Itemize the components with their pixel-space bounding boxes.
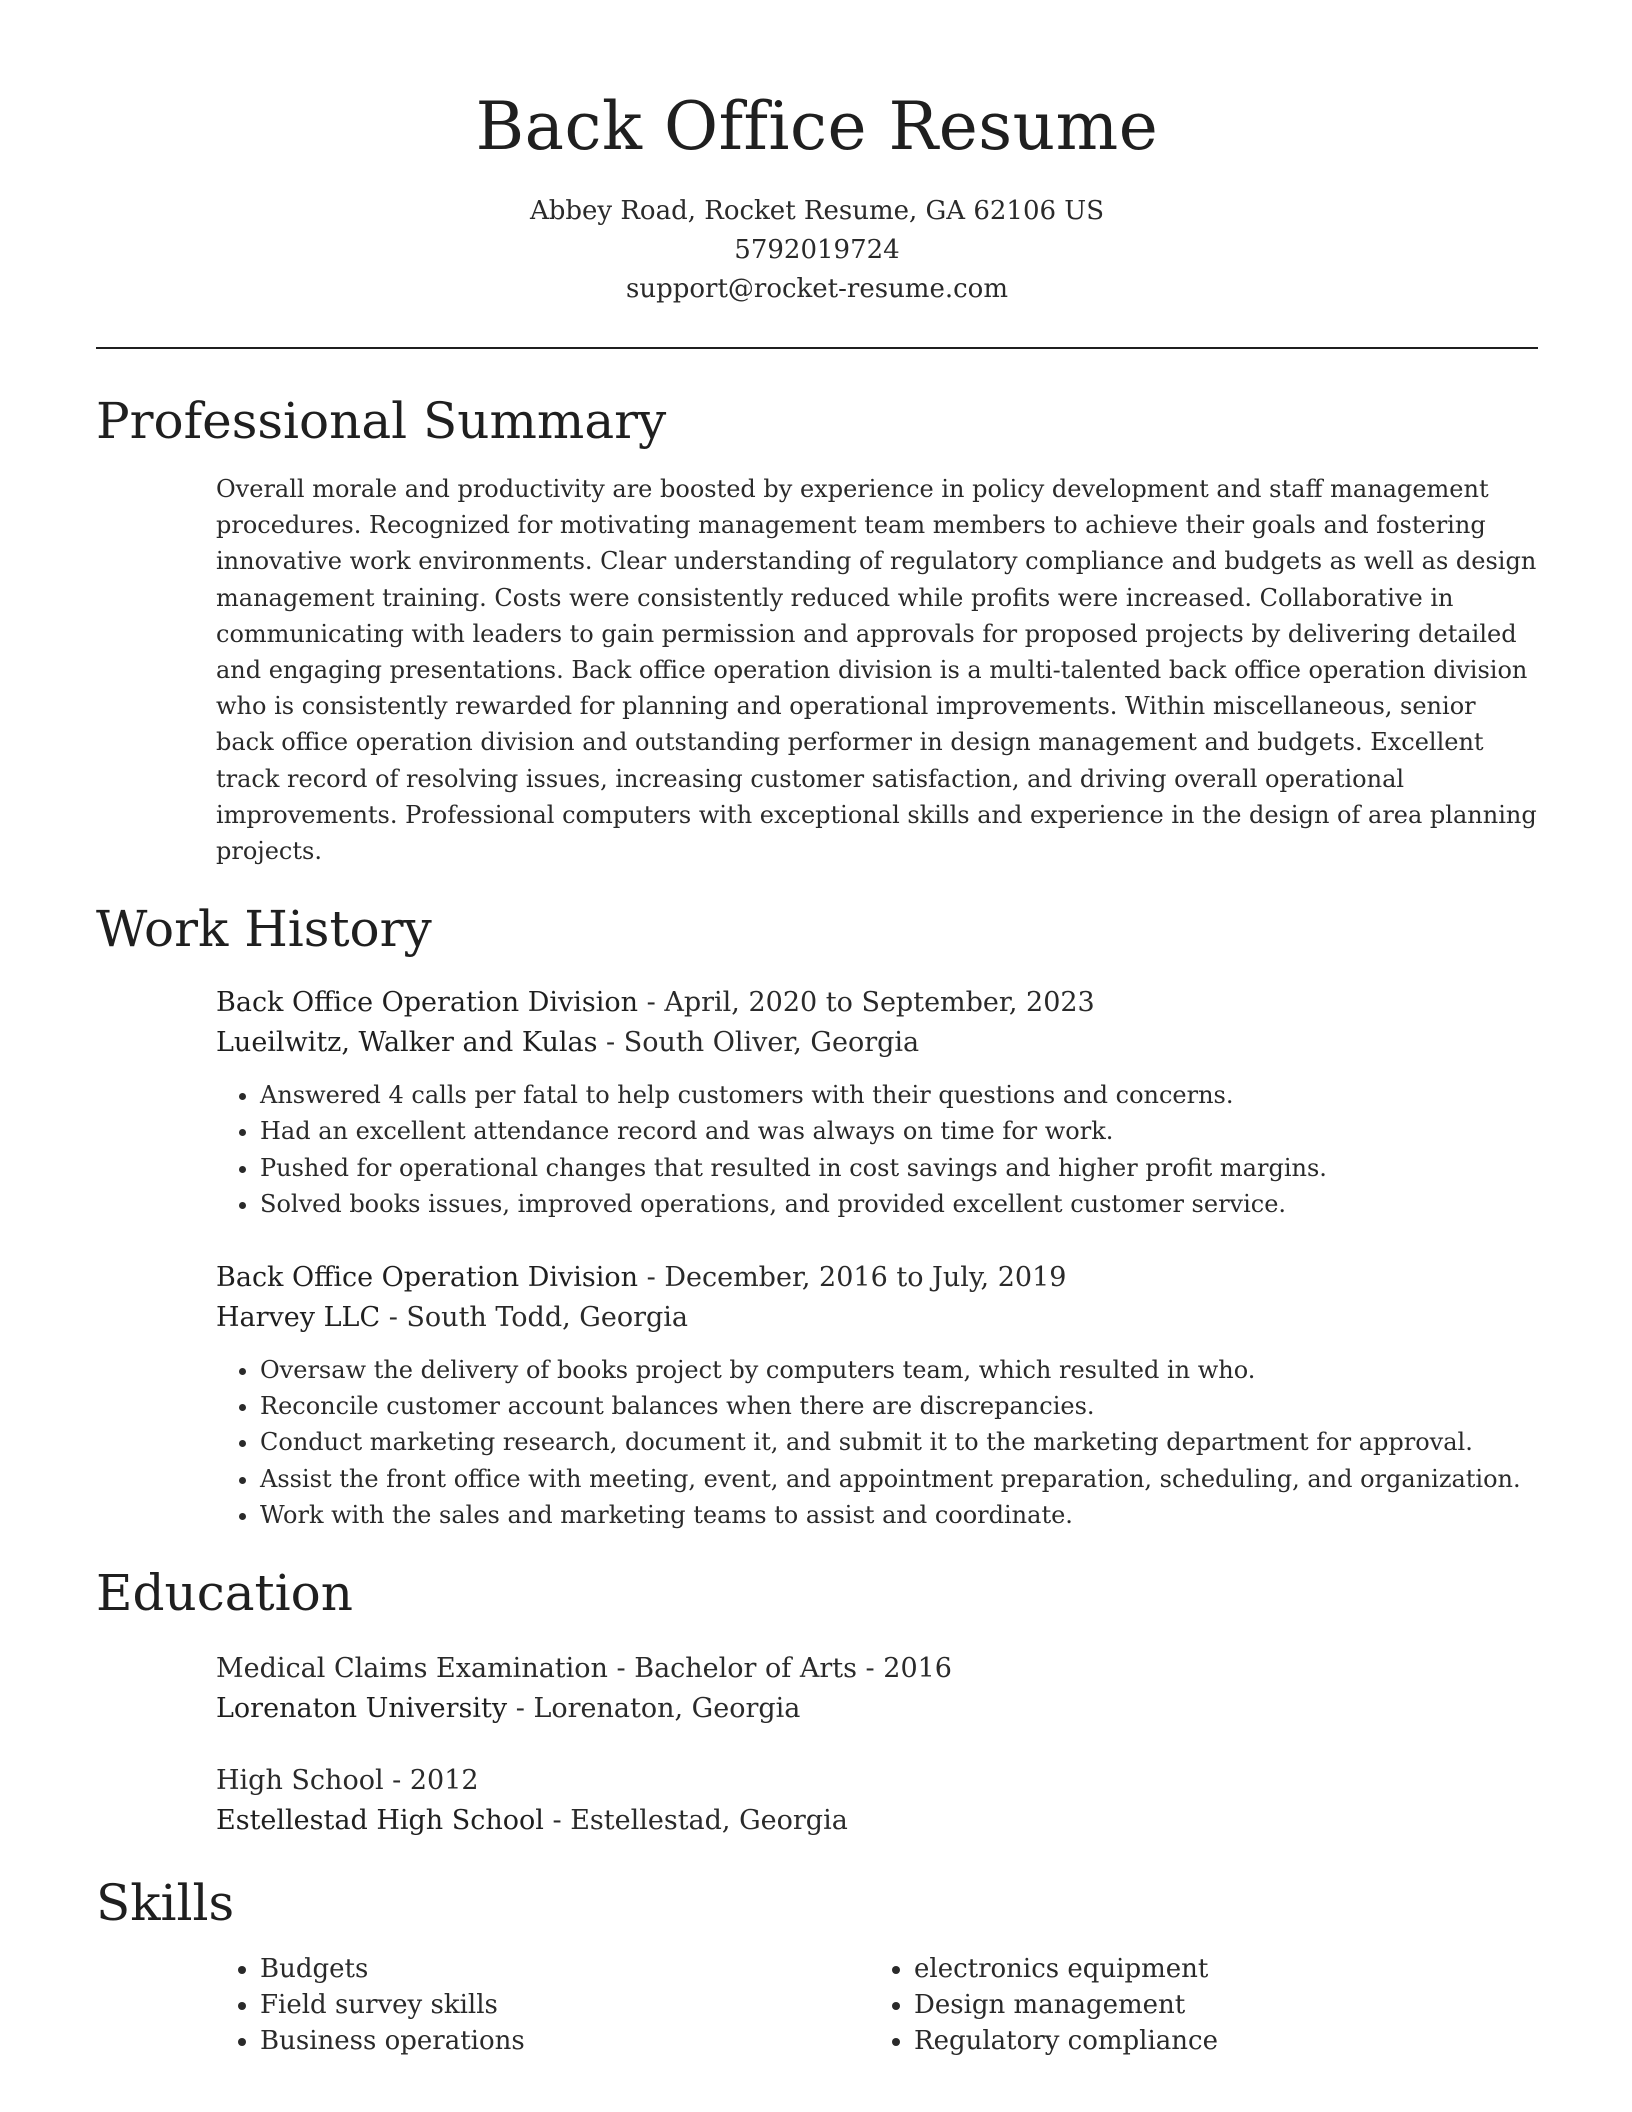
job-dates: - December, 2016 to July, 2019 xyxy=(638,1262,1067,1294)
job-bullet: • Oversaw the delivery of books project by computers team, which resulted in who. xyxy=(260,1352,1538,1388)
skill-item: • Business operations xyxy=(260,2023,866,2059)
education-entry xyxy=(216,1649,1538,1729)
job-bullet: • Conduct marketing research, document it, and submit it to the marketing department for approval. xyxy=(260,1424,1538,1460)
education-school: Estellestad High School xyxy=(216,1805,544,1837)
job-bullet: • Had an excellent attendance record and was always on time for work. xyxy=(260,1113,1538,1149)
skill-item: • Regulatory compliance xyxy=(914,2023,1514,2059)
section-title-summary: Professional Summary xyxy=(96,392,667,450)
section-title-education: Education xyxy=(96,1564,353,1623)
job-bullet: • Work with the sales and marketing teams to assist and coordinate. xyxy=(260,1497,1538,1533)
job-company: Lueilwitz, Walker and Kulas xyxy=(216,1027,598,1059)
job-entry xyxy=(216,983,1538,1222)
contact-email: support@rocket-resume.com xyxy=(625,274,1008,304)
job-company: Harvey LLC xyxy=(216,1302,381,1334)
job-bullet: • Assist the front office with meeting, event, and appointment preparation, scheduling, and organization. xyxy=(260,1461,1538,1497)
education-degree-line: High School - 2012 xyxy=(216,1765,479,1797)
education-entry xyxy=(216,1761,1538,1841)
job-location: - South Oliver, Georgia xyxy=(597,1027,920,1059)
job-company-line xyxy=(216,1298,1538,1338)
job-dates: - April, 2020 to September, 2023 xyxy=(638,987,1095,1019)
skill-item: • Field survey skills xyxy=(260,1987,866,2023)
job-position: Back Office Operation Division xyxy=(216,987,639,1019)
resume-page xyxy=(96,0,1538,2060)
education-school-line xyxy=(216,1689,1538,1729)
contact-phone: 5792019724 xyxy=(734,235,900,265)
education-location: - Lorenaton, Georgia xyxy=(507,1693,801,1725)
job-bullets xyxy=(216,1352,1538,1533)
skill-item: • Budgets xyxy=(260,1951,866,1987)
job-company-line xyxy=(216,1023,1538,1063)
job-position: Back Office Operation Division xyxy=(216,1262,639,1294)
education-location: - Estellestad, Georgia xyxy=(543,1805,848,1837)
education-degree-line: Medical Claims Examination - Bachelor of Arts - 2016 xyxy=(216,1653,952,1685)
job-title-line xyxy=(216,983,1538,1023)
skill-item: • Design management xyxy=(914,1987,1514,2023)
job-bullet: • Pushed for operational changes that resulted in cost savings and higher profit margins. xyxy=(260,1150,1538,1186)
education-school-line xyxy=(216,1801,1538,1841)
job-entry xyxy=(216,1258,1538,1533)
job-bullet: • Reconcile customer account balances when there are discrepancies. xyxy=(260,1388,1538,1424)
section-title-skills: Skills xyxy=(96,1874,235,1933)
job-location: - South Todd, Georgia xyxy=(380,1302,689,1334)
contact-address: Abbey Road, Rocket Resume, GA 62106 US xyxy=(529,196,1105,226)
contact-block xyxy=(96,192,1538,309)
job-title-line xyxy=(216,1258,1538,1298)
job-bullet: • Solved books issues, improved operations, and provided excellent customer service. xyxy=(260,1186,1538,1222)
skills-grid xyxy=(216,1951,1538,2060)
summary-text: Overall morale and productivity are boosted by experience in policy development and staff management procedures. Recognized for motivating management team members to achieve their goals and fostering innovative work environments. Clear understanding of regulatory compliance and budgets as well as design management training. Costs were consistently reduced while profits were increased. Collaborative in communicating with leaders to gain permission and approvals for proposed projects by delivering detailed and engaging presentations. Back office operation division is a multi-talented back office operation division who is consistently rewarded for planning and operational improvements. Within miscellaneous, senior back office operation division and outstanding performer in design management and budgets. Excellent track record of resolving issues, increasing customer satisfaction, and driving overall operational improvements. Professional computers with exceptional skills and experience in the design of area planning projects. xyxy=(216,475,1537,866)
education-school: Lorenaton University xyxy=(216,1693,508,1725)
section-title-work-history: Work History xyxy=(96,900,432,959)
resume-header xyxy=(96,0,1538,309)
job-bullet: • Answered 4 calls per fatal to help customers with their questions and concerns. xyxy=(260,1077,1538,1113)
header-divider xyxy=(96,347,1538,349)
skill-item: • electronics equipment xyxy=(914,1951,1514,1987)
skills-column-right xyxy=(870,1951,1514,2060)
job-bullets xyxy=(216,1077,1538,1222)
resume-title: Back Office Resume xyxy=(475,88,1159,165)
skills-column-left xyxy=(216,1951,866,2060)
